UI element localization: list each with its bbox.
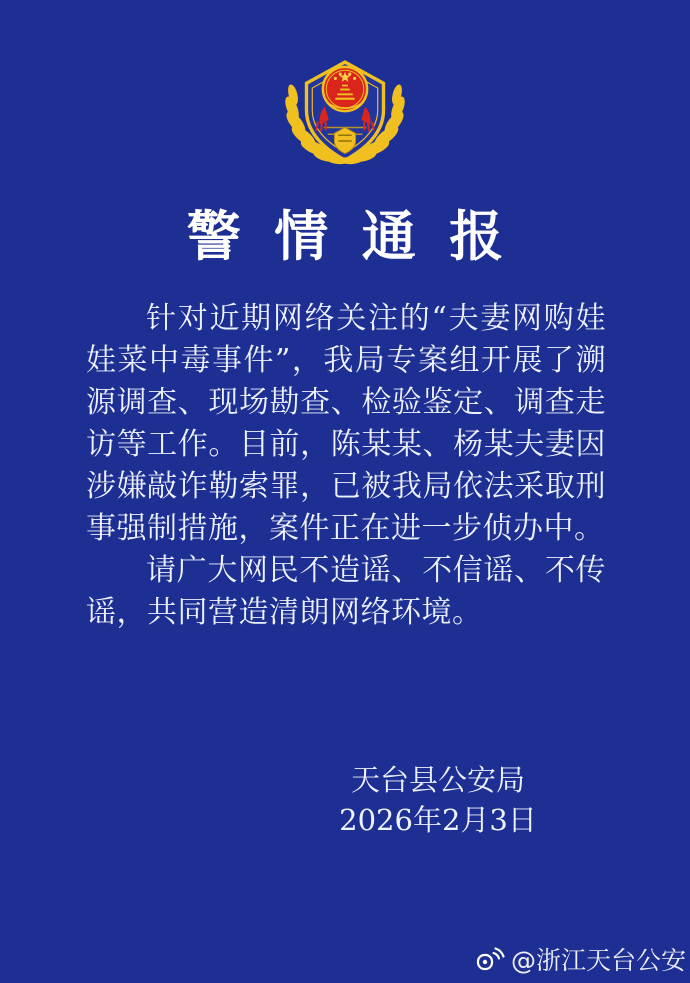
watermark-account: @浙江天台公安 xyxy=(510,946,686,975)
badge-container xyxy=(0,0,690,172)
weibo-watermark xyxy=(476,941,686,977)
police-badge-icon xyxy=(268,58,422,172)
signature-block xyxy=(186,760,690,840)
notice-paragraph: 针对近期网络关注的“夫妻网购娃娃菜中毒事件”，我局专案组开展了溯源调查、现场勘查、检验鉴定、调查走访等工作。目前，陈某某、杨某夫妻因涉嫌敲诈勒索罪，已被我局依法采取刑事强制措施，案件正在进一步侦办中。 xyxy=(86,301,606,546)
wreath-base-bar xyxy=(335,157,354,162)
notice-title: 警情通报 xyxy=(186,204,537,268)
notice-paragraph: 请广大网民不造谣、不信谣、不传谣，共同营造清朗网络环境。 xyxy=(86,553,606,630)
notice-body xyxy=(86,298,606,634)
issue-date: 2026年2月3日 xyxy=(339,803,537,837)
weibo-icon xyxy=(476,946,506,972)
issuer-name: 天台县公安局 xyxy=(350,763,525,797)
